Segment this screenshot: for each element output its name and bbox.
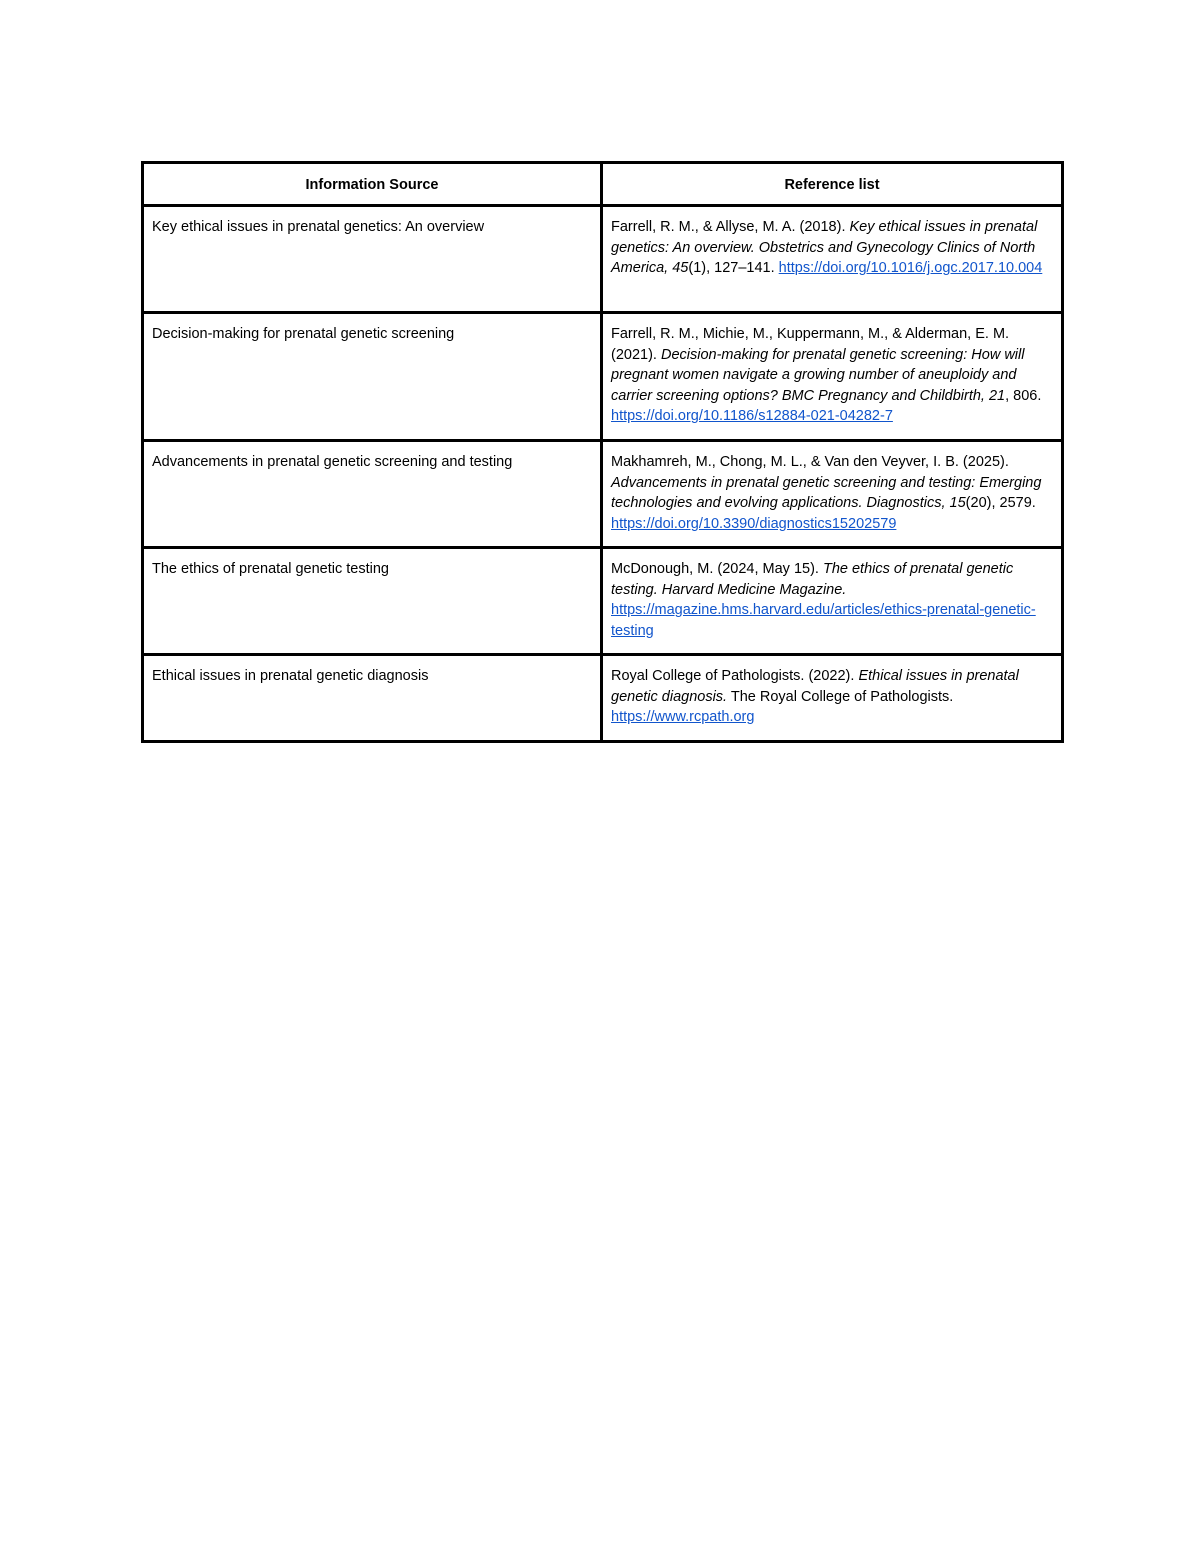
reference-link[interactable]: https://www.rcpath.org bbox=[611, 709, 755, 726]
source-cell bbox=[143, 441, 602, 548]
source-cell bbox=[143, 655, 602, 742]
reference-title: Ethical issues in prenatal genetic diagnosis. bbox=[611, 668, 1019, 705]
table-row bbox=[143, 548, 1063, 655]
table-row bbox=[143, 313, 1063, 441]
source-title: Ethical issues in prenatal genetic diagnosis bbox=[152, 668, 429, 684]
table-row bbox=[143, 441, 1063, 548]
reference-authors: Farrell, R. M., & Allyse, M. A. (2018). bbox=[611, 219, 850, 235]
reference-details: (20), 2579. bbox=[965, 495, 1036, 512]
reference-authors: Makhamreh, M., Chong, M. L., & Van den Veyver, I. B. (2025). bbox=[611, 454, 1009, 470]
reference-details: , 806. bbox=[1005, 387, 1042, 404]
header-information-source: Information Source bbox=[143, 163, 602, 206]
reference-table bbox=[141, 161, 1064, 743]
reference-link[interactable]: https://doi.org/10.1186/s12884-021-04282-7 bbox=[611, 408, 893, 425]
table-row bbox=[143, 655, 1063, 742]
reference-cell bbox=[602, 441, 1063, 548]
source-title: Advancements in prenatal genetic screening and testing bbox=[152, 454, 513, 470]
reference-cell bbox=[602, 548, 1063, 655]
header-reference-list: Reference list bbox=[602, 163, 1063, 206]
reference-details: (1), 127–141. bbox=[688, 260, 779, 277]
source-cell bbox=[143, 548, 602, 655]
reference-cell bbox=[602, 206, 1063, 313]
source-title: The ethics of prenatal genetic testing bbox=[152, 561, 389, 577]
reference-title: The ethics of prenatal genetic testing. Harvard Medicine Magazine. bbox=[611, 561, 1014, 598]
source-cell bbox=[143, 313, 602, 441]
reference-title: Key ethical issues in prenatal genetics: An overview. Obstetrics and Gynecology Clinics of North America, 45 bbox=[611, 219, 1038, 277]
reference-authors: Farrell, R. M., Michie, M., Kuppermann, M., & Alderman, E. M. (2021). bbox=[611, 326, 1010, 363]
source-title: Key ethical issues in prenatal genetics: An overview bbox=[152, 219, 485, 235]
reference-title: Advancements in prenatal genetic screening and testing: Emerging technologies and evolving applications. Diagnostics, 15 bbox=[611, 474, 1042, 512]
reference-link[interactable]: https://magazine.hms.harvard.edu/articles/ethics-prenatal-genetic-testing bbox=[611, 602, 1036, 639]
table-header-row bbox=[143, 163, 1063, 206]
reference-authors: Royal College of Pathologists. (2022). bbox=[611, 668, 859, 684]
table-row bbox=[143, 206, 1063, 313]
reference-authors: McDonough, M. (2024, May 15). bbox=[611, 561, 823, 577]
reference-details: The Royal College of Pathologists. bbox=[727, 688, 954, 705]
reference-title: Decision-making for prenatal genetic screening: How will pregnant women navigate a growing number of aneuploidy and carrier screening options? BMC Pregnancy and Childbirth, 21 bbox=[611, 346, 1025, 404]
reference-cell bbox=[602, 655, 1063, 742]
source-title: Decision-making for prenatal genetic screening bbox=[152, 326, 455, 342]
reference-link[interactable]: https://doi.org/10.1016/j.ogc.2017.10.004 bbox=[778, 260, 1043, 277]
reference-cell bbox=[602, 313, 1063, 441]
source-cell bbox=[143, 206, 602, 313]
reference-link[interactable]: https://doi.org/10.3390/diagnostics15202579 bbox=[611, 515, 897, 532]
